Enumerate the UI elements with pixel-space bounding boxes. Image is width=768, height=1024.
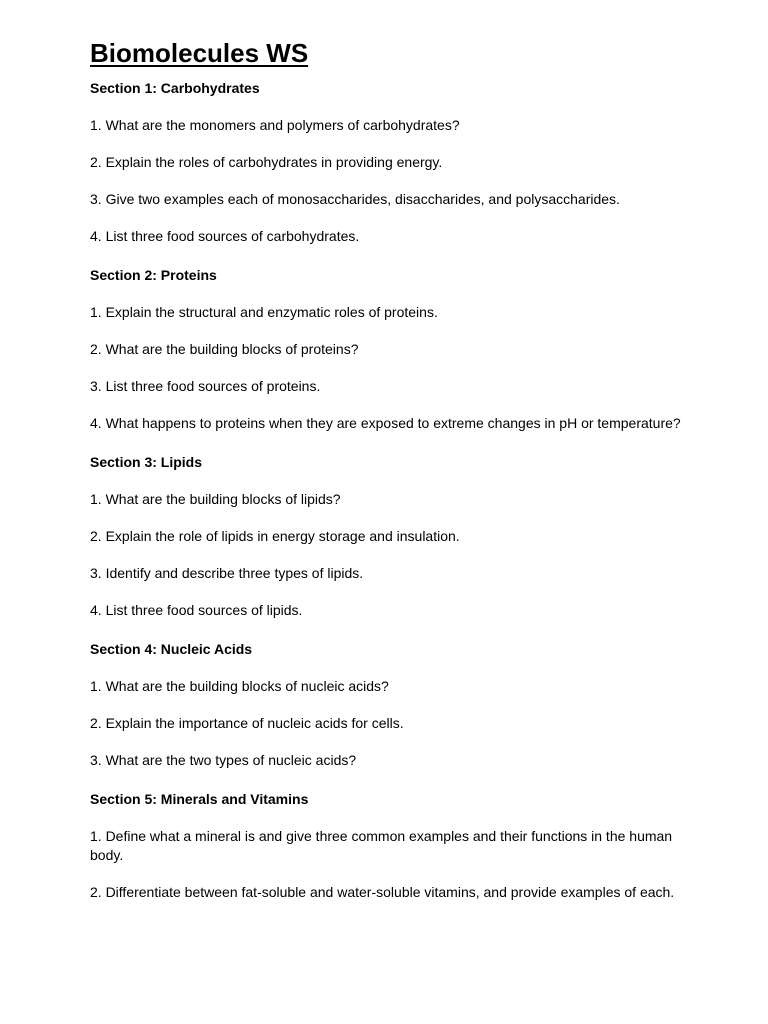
question-list	[90, 490, 708, 620]
question-item: 4. List three food sources of carbohydrates.	[90, 228, 360, 244]
question-list	[90, 827, 708, 902]
question-item: 2. Explain the roles of carbohydrates in providing energy.	[90, 154, 443, 170]
page-title: Biomolecules WS	[90, 38, 309, 68]
question-item: 1. What are the building blocks of nucleic acids?	[90, 678, 389, 694]
question-item: 1. Explain the structural and enzymatic roles of proteins.	[90, 304, 438, 320]
section-carbohydrates	[90, 78, 708, 246]
question-item: 1. What are the building blocks of lipids?	[90, 491, 341, 507]
question-item: 3. Identify and describe three types of lipids.	[90, 565, 364, 581]
question-list	[90, 116, 708, 246]
question-list	[90, 677, 708, 770]
section-heading: Section 5: Minerals and Vitamins	[90, 791, 309, 807]
section-lipids	[90, 452, 708, 620]
question-item: 2. Differentiate between fat-soluble and water-soluble vitamins, and provide examples of each.	[90, 884, 675, 900]
section-heading: Section 1: Carbohydrates	[90, 80, 260, 96]
question-item: 2. Explain the role of lipids in energy storage and insulation.	[90, 528, 460, 544]
question-item: 1. What are the monomers and polymers of carbohydrates?	[90, 117, 460, 133]
question-item: 2. What are the building blocks of proteins?	[90, 341, 359, 357]
question-item: 2. Explain the importance of nucleic acids for cells.	[90, 715, 404, 731]
section-heading: Section 4: Nucleic Acids	[90, 641, 253, 657]
question-list	[90, 303, 708, 433]
question-item: 3. List three food sources of proteins.	[90, 378, 321, 394]
question-item: 1. Define what a mineral is and give three common examples and their functions in the human body.	[90, 828, 673, 863]
question-item: 4. List three food sources of lipids.	[90, 602, 303, 618]
section-nucleic-acids	[90, 639, 708, 770]
section-proteins	[90, 265, 708, 433]
question-item: 3. Give two examples each of monosaccharides, disaccharides, and polysaccharides.	[90, 191, 620, 207]
section-heading: Section 3: Lipids	[90, 454, 203, 470]
question-item: 4. What happens to proteins when they are exposed to extreme changes in pH or temperature?	[90, 415, 681, 431]
section-heading: Section 2: Proteins	[90, 267, 217, 283]
section-minerals-vitamins	[90, 789, 708, 902]
question-item: 3. What are the two types of nucleic acids?	[90, 752, 357, 768]
